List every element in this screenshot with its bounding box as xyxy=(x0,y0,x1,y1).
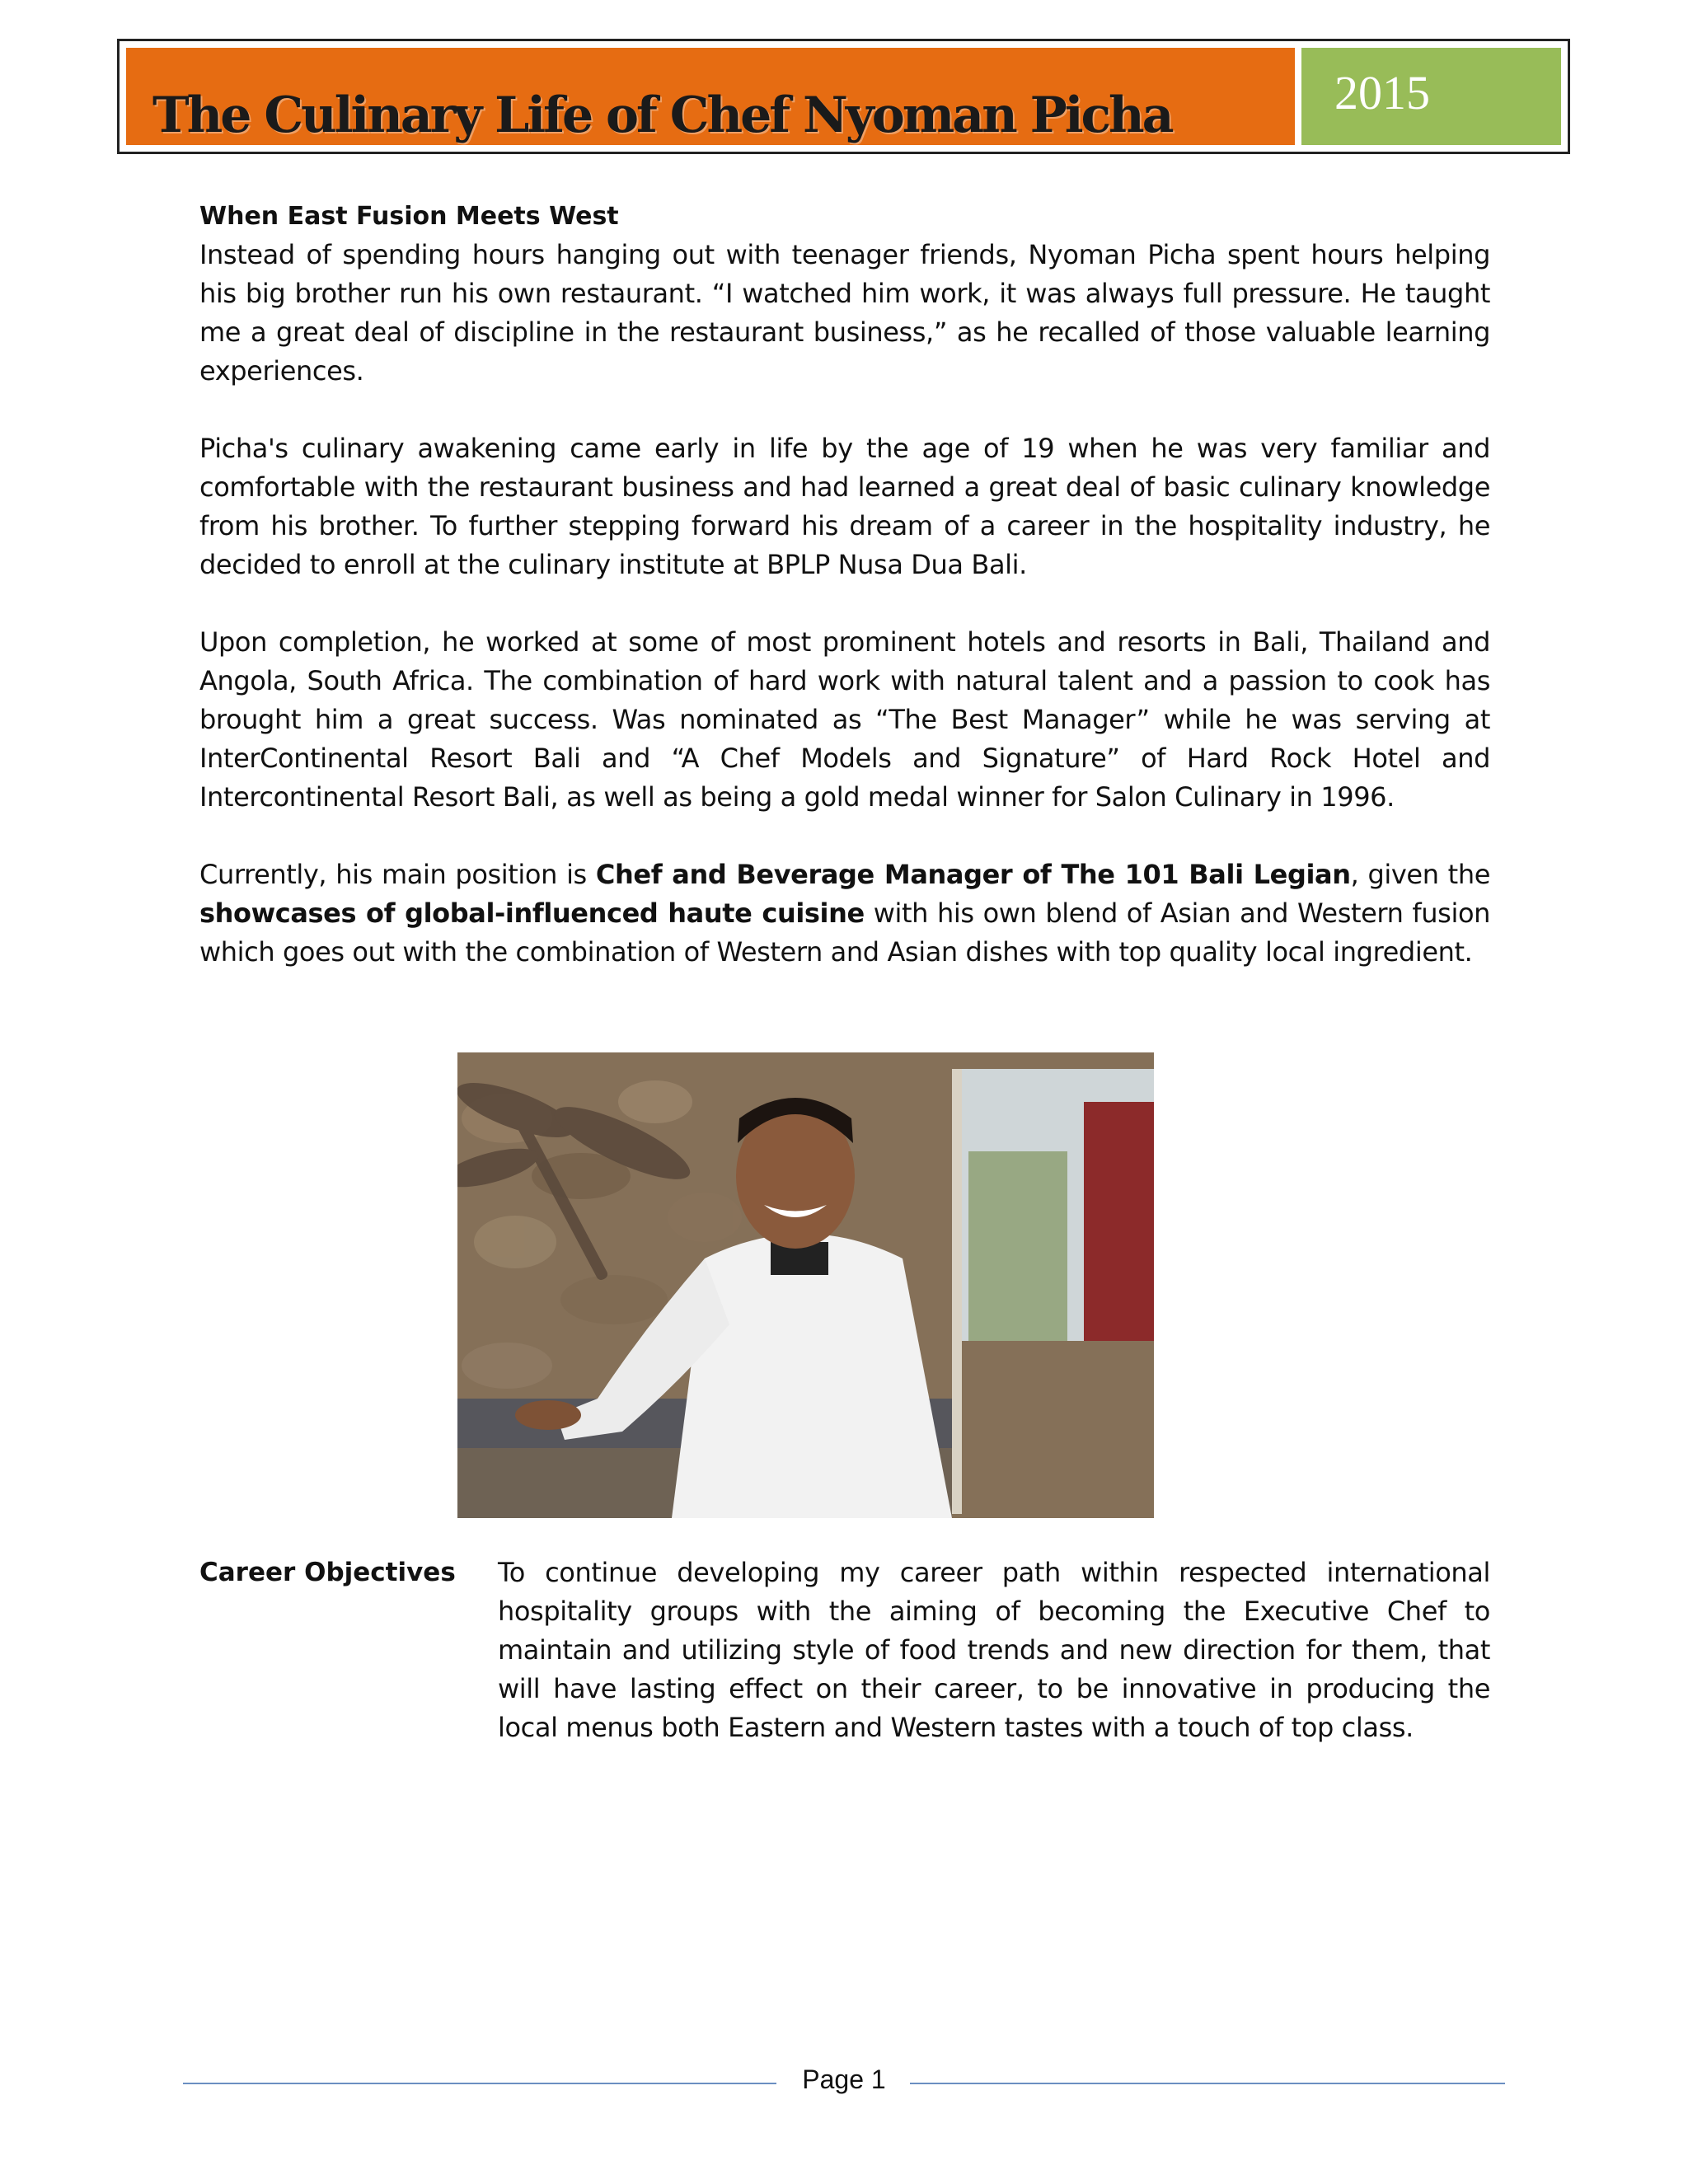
paragraph-1: Instead of spending hours hanging out with teenager friends, Nyoman Picha spent hours helping his big brother run his own restaurant. “I watched him work, it was always full pressure. He taught me a great deal of discipline in the restaurant business,” as he recalled of those valuable learning experiences. xyxy=(199,239,1490,387)
page-number: Page 1 xyxy=(802,2064,886,2094)
paragraph-4 xyxy=(199,855,1490,972)
section-heading: When East Fusion Meets West xyxy=(199,202,619,231)
career-objectives-label: Career Objectives xyxy=(199,1558,456,1587)
year-banner xyxy=(1301,48,1561,145)
position-title: Chef and Beverage Manager of The 101 Bali Legian xyxy=(595,859,1351,890)
chef-photo xyxy=(457,1052,1154,1518)
article-body xyxy=(199,198,1490,1010)
career-objectives-text: To continue developing my career path within respected international hospitality groups with the aiming of becoming the Executive Chef to maintain and utilizing style of food trends and new direction for them, that will have lasting effect on their career, to be innovative in producing the local menus both Eastern and Western tastes with a touch of top class. xyxy=(498,1557,1490,1743)
footer-rule-left xyxy=(183,2083,776,2084)
paragraph-4-mid: , given the xyxy=(1350,859,1491,890)
paragraph-4-end: with his own blend of Asian and Western fusion which goes out with the combination of Western and Asian dishes with top quality local ingredient. xyxy=(199,898,1490,968)
chef-photo-illustration xyxy=(457,1052,1154,1518)
title-banner xyxy=(126,48,1295,145)
paragraph-2: Picha's culinary awakening came early in life by the age of 19 when he was very familiar and comfortable with the restaurant business and had learned a great deal of basic culinary knowledge from his brother. To further stepping forward his dream of a career in the hospitality industry, he decided to enroll at the culinary institute at BPLP Nusa Dua Bali. xyxy=(199,433,1490,580)
paragraph-3: Upon completion, he worked at some of most prominent hotels and resorts in Bali, Thailand and Angola, South Africa. The combination of hard work with natural talent and a passion to cook has brought him a great success. Was nominated as “The Best Manager” while he was serving at InterContinental Resort Bali and “A Chef Models and Signature” of Hard Rock Hotel and Intercontinental Resort Bali, as well as being a gold medal winner for Salon Culinary in 1996. xyxy=(199,626,1490,813)
document-header xyxy=(117,39,1570,154)
document-year: 2015 xyxy=(1334,66,1430,120)
cuisine-highlight: showcases of global-influenced haute cuisine xyxy=(199,898,865,929)
document-title: The Culinary Life of Chef Nyoman Picha xyxy=(152,87,1172,144)
paragraph-4-intro: Currently, his main position is xyxy=(199,859,596,890)
footer-rule-right xyxy=(910,2083,1505,2084)
